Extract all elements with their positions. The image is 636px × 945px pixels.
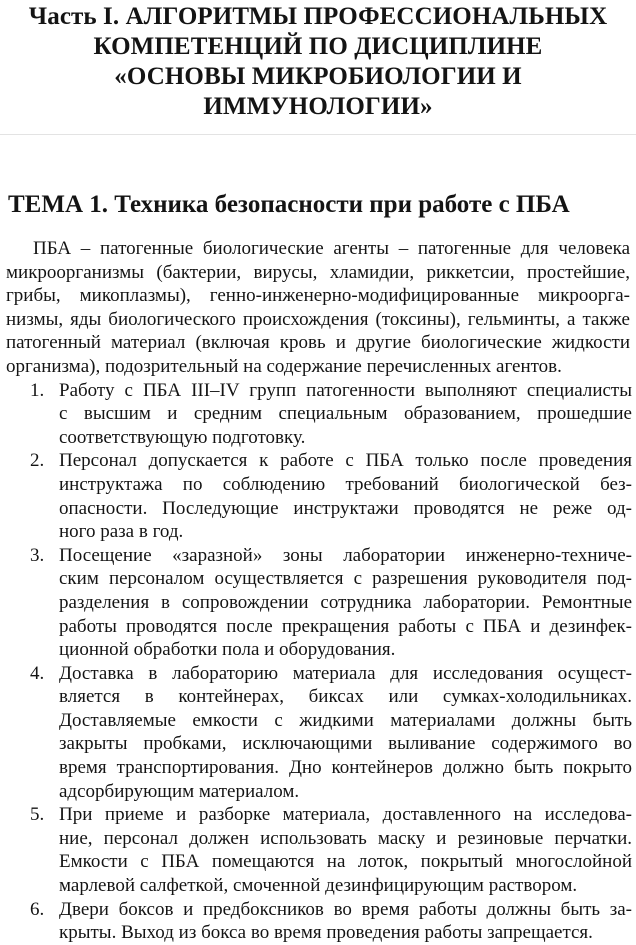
part-title-line: ИММУНОЛОГИИ» [203,93,433,120]
text-line: Работу с ПБА III–IV групп патогенности выполняют специалисты [59,379,632,401]
list-item-3 [0,544,636,662]
list-item-5 [0,803,636,897]
intro-paragraph [0,237,636,379]
text-line: Персонал допускается к работе с ПБА только после проведения [59,450,632,472]
list-item-number: 4. [30,662,45,684]
list-item-1 [0,379,636,450]
text-line: патогенный материал (включая кровь и другие биологические жидкости [6,332,630,354]
part-title [0,2,636,122]
text-line: Доставка в лабораторию материала для исследования осущест- [59,662,632,684]
list-item-6 [0,898,636,945]
text-line: микроорганизмы (бактерии, вирусы, хламидии, риккетсии, простейшие, [6,261,630,283]
text-line: работы проводятся после прекращения работы с ПБА и дезинфек- [59,615,632,637]
text-line: Двери боксов и предбоксников во время работы должны быть за- [59,898,632,920]
text-line: инструктажа по соблюдению требований биологической без- [59,473,632,495]
part-title-line: Часть I. АЛГОРИТМЫ ПРОФЕССИОНАЛЬНЫХ [28,3,608,30]
part-title-line: КОМПЕТЕНЦИЙ ПО ДИСЦИПЛИНЕ [93,33,543,60]
text-line: При приеме и разборке материала, доставленного на исследова- [59,804,632,826]
text-line: крыты. Выход из бокса во время проведения работы запрещается. [59,922,593,944]
part-title-line: «ОСНОВЫ МИКРОБИОЛОГИИ И [114,63,522,90]
text-line: организма), подозрительный на содержание перечисленных агентов. [6,355,562,377]
text-line: опасности. Последующие инструктажи проводятся не реже од- [59,497,632,519]
text-line: Посещение «заразной» зоны лаборатории инженерно-техниче- [59,544,632,566]
text-line: время транспортирования. Дно контейнеров должно быть покрыто [59,757,632,779]
text-line: с высшим и средним специальным образованием, прошедшие [59,403,632,425]
text-line: ским персоналом осуществляется с разрешения руководителя под- [59,568,632,590]
text-line: марлевой салфеткой, смоченной дезинфицирующим раствором. [59,875,578,897]
section-divider [0,134,636,135]
page-body [0,237,636,945]
text-line: ПБА – патогенные биологические агенты – патогенные для человека [33,238,630,259]
text-line: соответствующую подготовку. [59,426,306,448]
list-item-number: 5. [30,804,45,826]
list-item-number: 2. [30,450,45,472]
list-item-4 [0,662,636,804]
text-line: ного раза в год. [59,521,184,543]
text-line: низмы, яды биологического происхождения (токсины), гельминты, а также [6,308,630,330]
list-item-2 [0,449,636,543]
text-line: адсорбирующим материалом. [59,780,300,802]
text-line: грибы, микоплазмы), генно-инженерно-модифицированные микроорга- [6,285,630,307]
text-line: Емкости с ПБА помещаются на лоток, покрытый многослойной [59,851,632,873]
list-item-number: 3. [30,544,45,566]
text-line: Доставляемые емкости с жидкими материалами должны быть [59,709,632,731]
text-line: вляется в контейнерах, биксах или сумках-холодильниках. [59,686,632,708]
theme-title: ТЕМА 1. Техника безопасности при работе с ПБА [8,191,570,218]
text-line: ционной обработки пола и оборудования. [59,639,396,661]
text-line: разделения в сопровождении сотрудника лаборатории. Ремонтные [59,591,632,613]
list-item-number: 6. [30,898,45,920]
list-item-number: 1. [30,379,45,401]
text-line: ние, персонал должен использовать маску и резиновые перчатки. [59,827,632,849]
text-line: закрыты пробками, исключающими выливание содержимого во [59,733,632,755]
